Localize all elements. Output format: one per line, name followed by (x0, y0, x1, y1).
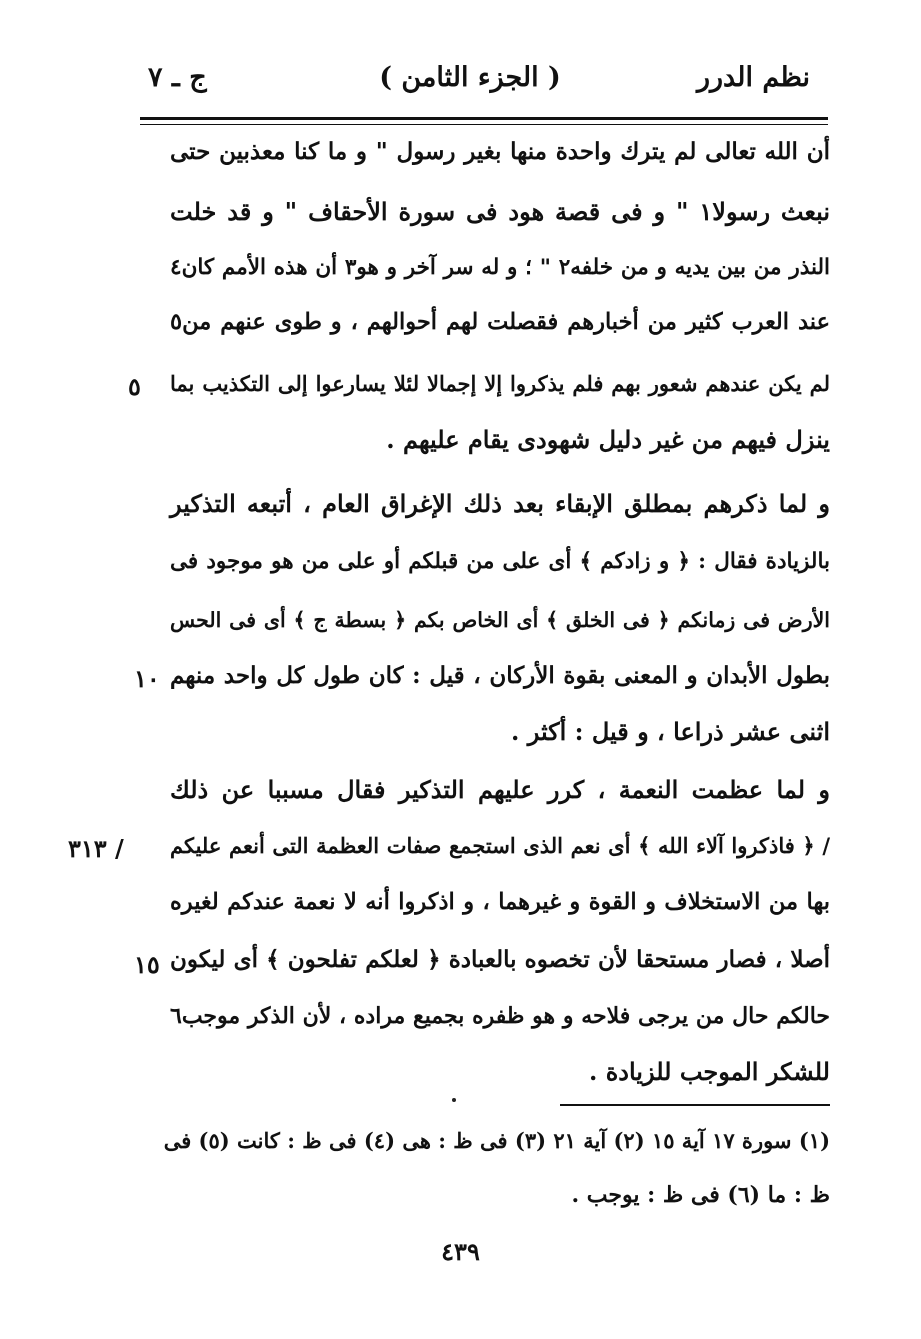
body-line: و لما ذكرهم بمطلق الإبقاء بعد ذلك الإغراق العام ، أتبعه التذكير (170, 489, 830, 518)
body-line: للشكر الموجب للزيادة . (589, 1057, 830, 1086)
body-line: الأرض فى زمانكم ﴿ فى الخلق ﴾ أى الخاص بكم ﴿ بسطة ج ﴾ أى فى الحس (170, 608, 830, 632)
volume-title: ( الجزء الثامن ) (379, 62, 561, 93)
volume-number: ج ـ ٧ (148, 62, 207, 93)
body-line: عند العرب كثير من أخبارهم فقصلت لهم أحوالهم ، و طوى عنهم من٥ (170, 309, 830, 335)
line-number-15: ١٥ (134, 950, 160, 979)
body-line: حالكم حال من يرجى فلاحه و هو ظفره بجميع مراده ، لأن الذكر موجب٦ (170, 1003, 830, 1029)
edition-page-reference: / ٣١٣ (68, 834, 124, 863)
body-line: بالزيادة فقال : ﴿ و زادكم ﴾ أى على من قبلكم أو على من هو موجود فى (170, 549, 830, 574)
body-line: / ﴿ فاذكروا آلاء الله ﴾ أى نعم الذى استجمع صفات العظمة التى أنعم عليكم (170, 833, 830, 858)
ink-speck (452, 1098, 456, 1102)
header-rule-thin (140, 124, 828, 125)
body-line: بها من الاستخلاف و القوة و غيرهما ، و اذكروا أنه لا نعمة عندكم لغيره (170, 889, 830, 915)
footnote-line: (١) سورة ١٧ آية ١٥ (٢) آية ٢١ (٣) فى ظ : هى (٤) فى ظ : كانت (٥) فى (163, 1128, 830, 1153)
body-line: أصلا ، فصار مستحقا لأن تخصوه بالعبادة ﴿ لعلكم تفلحون ﴾ أى ليكون (170, 946, 830, 973)
footnote-rule (560, 1104, 830, 1106)
header-rule-thick (140, 117, 828, 120)
body-line: نبعث رسولا١ " و فى قصة هود فى سورة الأحقاف " و قد خلت (170, 197, 830, 226)
book-title: نظم الدرر (696, 62, 810, 93)
body-line: أن الله تعالى لم يترك واحدة منها بغير رسول " و ما كنا معذبين حتى (170, 138, 830, 165)
body-line: ينزل فيهم من غير دليل شهودى يقام عليهم . (386, 425, 830, 454)
running-header (130, 62, 810, 110)
line-number-5: ٥ (128, 372, 141, 401)
body-line: بطول الأبدان و المعنى بقوة الأركان ، قيل : كان طول كل واحد منهم (170, 662, 830, 689)
body-line: اثنى عشر ذراعا ، و قيل : أكثر . (510, 717, 830, 746)
footnote-line: ظ : ما (٦) فى ظ : يوجب . (571, 1182, 830, 1208)
body-line: النذر من بين يديه و من خلفه٢ " ؛ و له سر آخر و هو٣ أن هذه الأمم كان٤ (170, 255, 830, 280)
body-line: و لما عظمت النعمة ، كرر عليهم التذكير فقال مسببا عن ذلك (170, 775, 830, 804)
page-number: ٤٣٩ (441, 1237, 480, 1266)
line-number-10: ١٠ (134, 664, 160, 693)
body-line: لم يكن عندهم شعور بهم فلم يذكروا إلا إجمالا لئلا يسارعوا إلى التكذيب بما (170, 371, 830, 396)
